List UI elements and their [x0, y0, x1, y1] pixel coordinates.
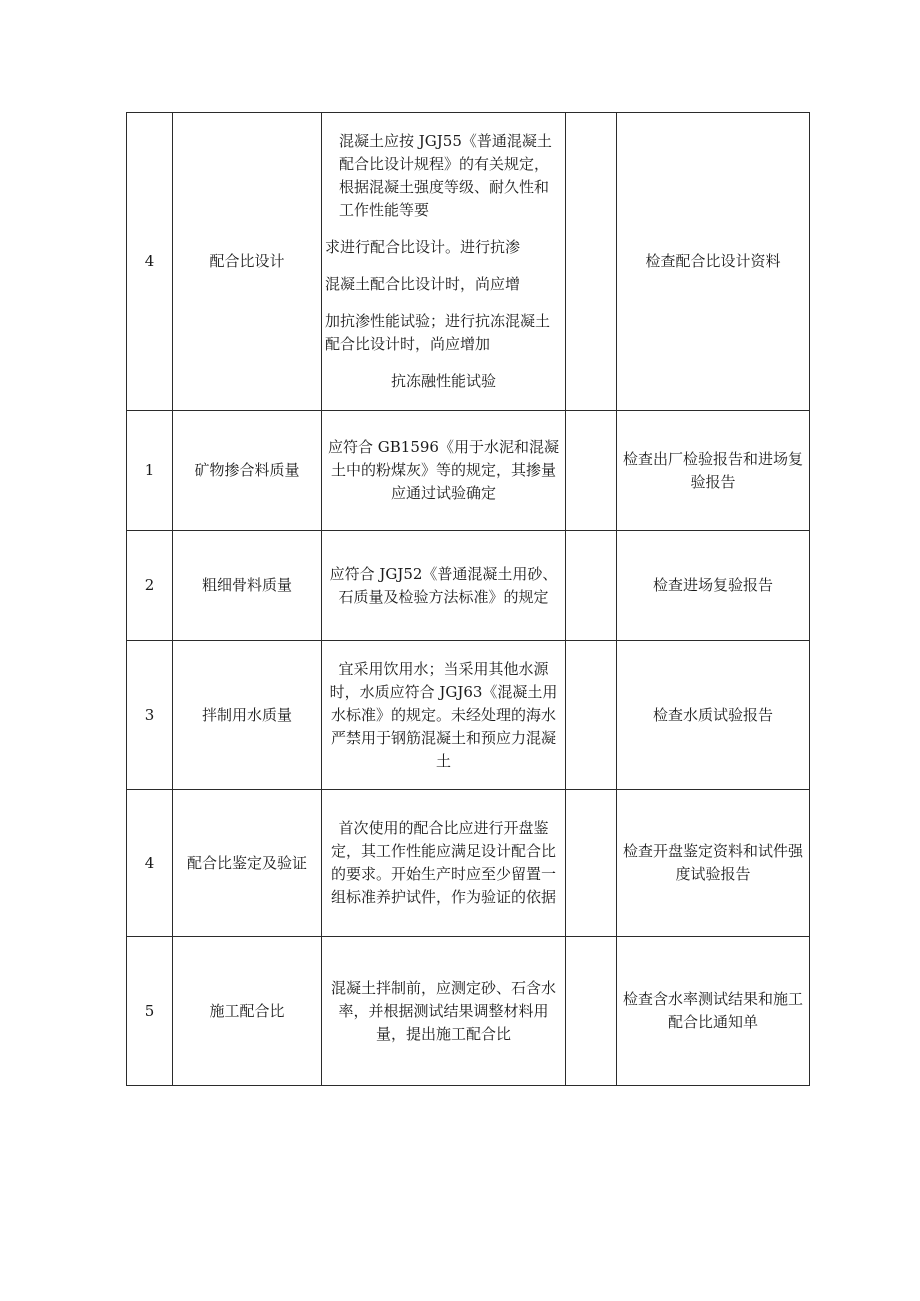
row-check-method: 检查含水率测试结果和施工配合比通知单	[617, 937, 810, 1086]
row-requirement: 应符合 GB1596《用于水泥和混凝土中的粉煤灰》等的规定，其掺量应通过试验确定	[322, 411, 566, 531]
row-number: 2	[127, 531, 173, 641]
table-row	[127, 790, 810, 937]
row-item: 配合比设计	[173, 113, 322, 411]
table-row	[127, 531, 810, 641]
row-item: 矿物掺合料质量	[173, 411, 322, 531]
row-item: 拌制用水质量	[173, 641, 322, 790]
table-row	[127, 641, 810, 790]
row-requirement: 应符合 JGJ52《普通混凝土用砂、石质量及检验方法标准》的规定	[322, 531, 566, 641]
row-check-method: 检查水质试验报告	[617, 641, 810, 790]
row-item: 配合比鉴定及验证	[173, 790, 322, 937]
row-number: 4	[127, 790, 173, 937]
row-number: 1	[127, 411, 173, 531]
row-blank-cell	[566, 113, 617, 411]
requirement-line: 混凝土应按 JGJ55《普通混凝土配合比设计规程》的有关规定，根据混凝土强度等级、耐久性和工作性能等要	[339, 132, 552, 219]
requirement-line: 混凝土配合比设计时，尚应增	[325, 275, 521, 293]
row-requirement: 宜采用饮用水；当采用其他水源时，水质应符合 JGJ63《混凝土用水标准》的规定。未经处理的海水严禁用于钢筋混凝土和预应力混凝土	[322, 641, 566, 790]
row-number: 3	[127, 641, 173, 790]
row-requirement: 首次使用的配合比应进行开盘鉴定，其工作性能应满足设计配合比的要求。开始生产时应至少留置一组标准养护试件，作为验证的依据	[322, 790, 566, 937]
row-blank-cell	[566, 411, 617, 531]
requirement-line: 加抗渗性能试验；进行抗冻混凝土配合比设计时，尚应增加	[325, 312, 551, 353]
row-blank-cell	[566, 531, 617, 641]
row-number: 4	[127, 113, 173, 411]
row-blank-cell	[566, 790, 617, 937]
row-requirement	[322, 113, 566, 411]
row-check-method: 检查开盘鉴定资料和试件强度试验报告	[617, 790, 810, 937]
row-item: 施工配合比	[173, 937, 322, 1086]
table-row	[127, 937, 810, 1086]
row-check-method: 检查出厂检验报告和进场复验报告	[617, 411, 810, 531]
row-blank-cell	[566, 641, 617, 790]
requirement-line: 抗冻融性能试验	[390, 372, 496, 390]
row-number: 5	[127, 937, 173, 1086]
row-requirement: 混凝土拌制前，应测定砂、石含水率，并根据测试结果调整材料用量，提出施工配合比	[322, 937, 566, 1086]
row-item: 粗细骨料质量	[173, 531, 322, 641]
table-row	[127, 113, 810, 411]
row-blank-cell	[566, 937, 617, 1086]
table-row	[127, 411, 810, 531]
spec-table	[126, 112, 810, 1086]
row-check-method: 检查进场复验报告	[617, 531, 810, 641]
row-check-method: 检查配合比设计资料	[617, 113, 810, 411]
requirement-line: 求进行配合比设计。进行抗渗	[325, 238, 521, 256]
